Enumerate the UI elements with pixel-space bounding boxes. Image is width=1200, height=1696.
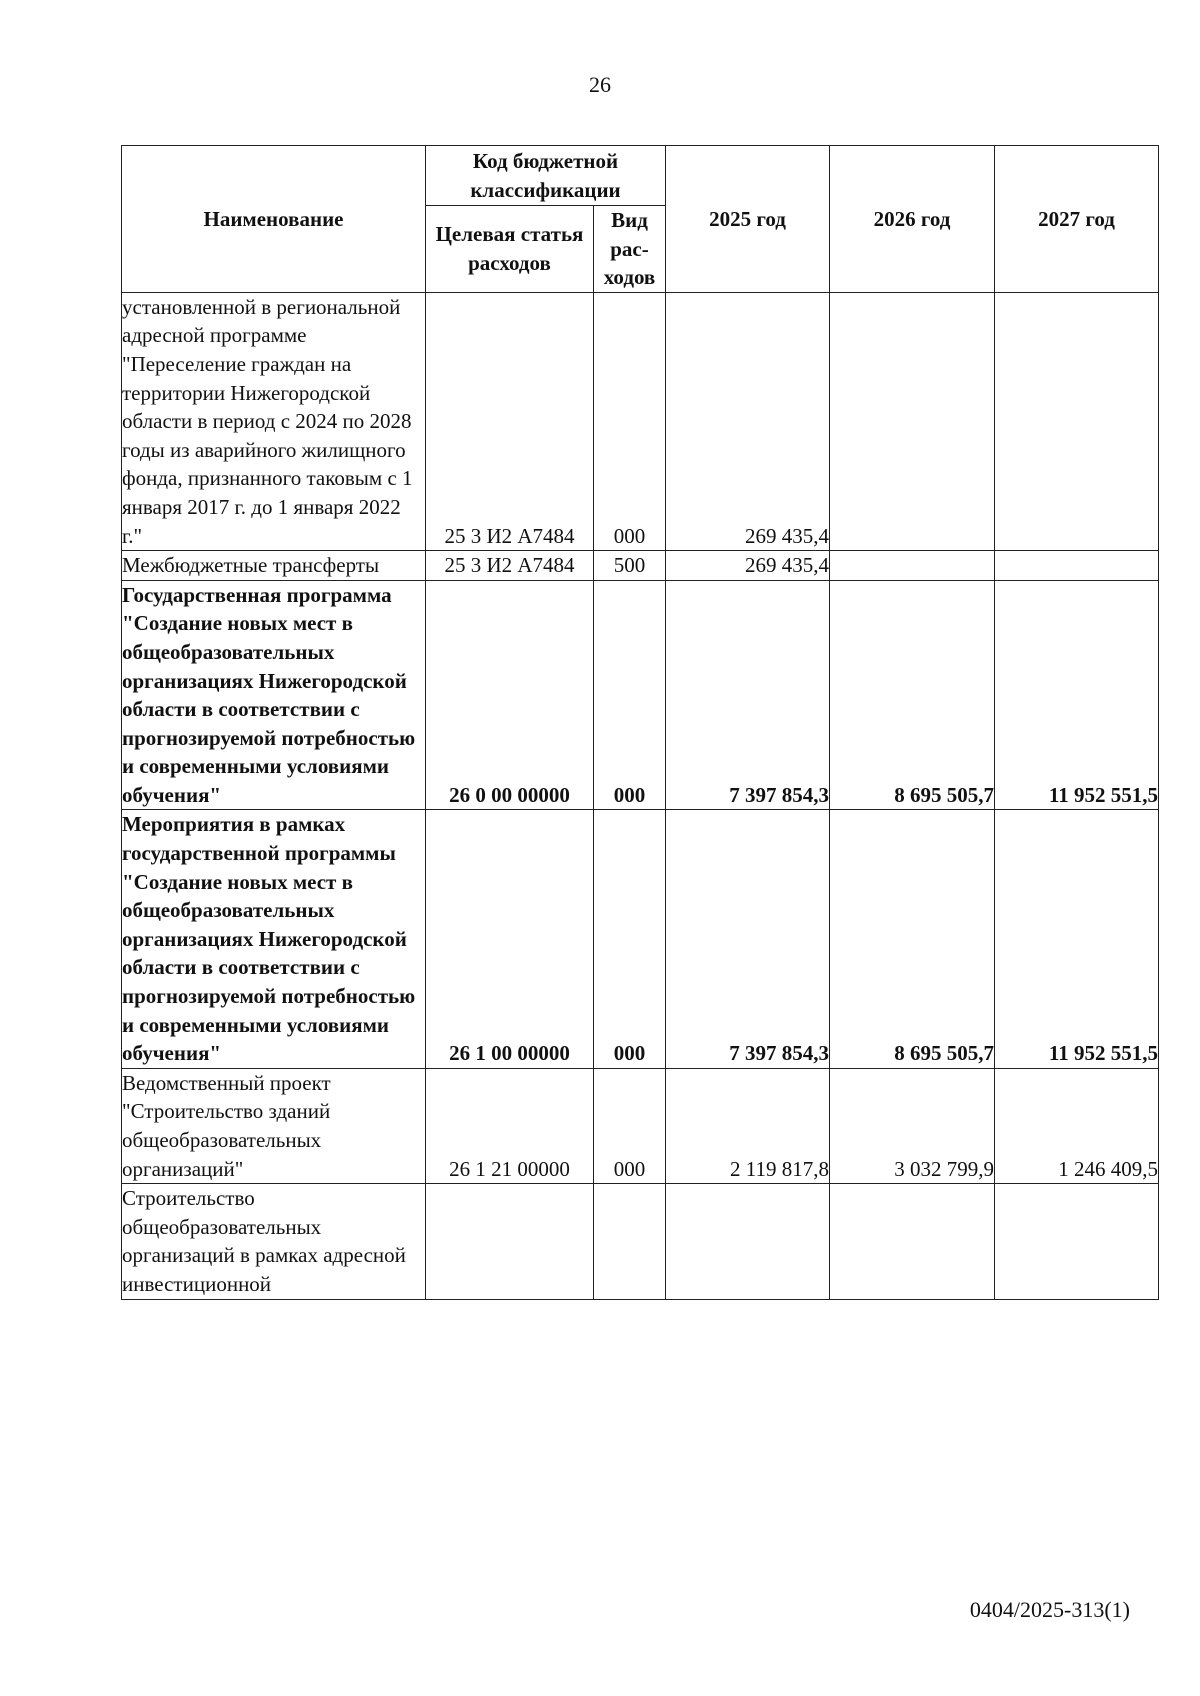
row-name: Межбюджетные трансферты	[122, 551, 426, 581]
column-header-2025: 2025 год	[666, 146, 830, 293]
table-row	[122, 810, 1159, 1068]
table-row	[122, 580, 1159, 810]
row-expense-kind: 000	[594, 1068, 666, 1183]
row-target-code: 26 1 00 00000	[426, 810, 594, 1068]
row-name: Строительство общеобразовательных организаций в рамках адресной инвестиционной	[122, 1184, 426, 1299]
row-value-2026	[830, 551, 995, 581]
row-value-2026: 8 695 505,7	[830, 810, 995, 1068]
row-value-2025: 2 119 817,8	[666, 1068, 830, 1183]
row-value-2025: 269 435,4	[666, 551, 830, 581]
column-header-budget-code: Код бюджетной классификации	[426, 146, 666, 206]
row-target-code: 26 1 21 00000	[426, 1068, 594, 1183]
table-row	[122, 1068, 1159, 1183]
table-header-row	[122, 146, 1159, 206]
row-name: Мероприятия в рамках государственной программы "Создание новых мест в общеобразовательных организациях Нижегородской области в соответствии с прогнозируемой потребностью и современными условиями обучения"	[122, 810, 426, 1068]
row-value-2025	[666, 1184, 830, 1299]
row-value-2026: 3 032 799,9	[830, 1068, 995, 1183]
row-value-2027	[995, 292, 1159, 550]
row-value-2027	[995, 1184, 1159, 1299]
table-row	[122, 292, 1159, 550]
column-header-expense-kind: Вид рас-ходов	[594, 206, 666, 293]
row-value-2026	[830, 292, 995, 550]
row-value-2027: 11 952 551,5	[995, 580, 1159, 810]
column-header-2027: 2027 год	[995, 146, 1159, 293]
row-value-2025: 7 397 854,3	[666, 580, 830, 810]
column-header-target-article: Целевая статья расходов	[426, 206, 594, 293]
row-expense-kind: 000	[594, 292, 666, 550]
table-row	[122, 551, 1159, 581]
row-value-2025: 7 397 854,3	[666, 810, 830, 1068]
row-value-2027: 1 246 409,5	[995, 1068, 1159, 1183]
table-row	[122, 1184, 1159, 1299]
document-id: 0404/2025-313(1)	[969, 1597, 1130, 1622]
row-expense-kind	[594, 1184, 666, 1299]
row-expense-kind: 000	[594, 580, 666, 810]
row-name: Государственная программа "Создание новых мест в общеобразовательных организациях Нижегородской области в соответствии с прогнозируемой потребностью и современными условиями обучения"	[122, 580, 426, 810]
row-target-code	[426, 1184, 594, 1299]
row-target-code: 26 0 00 00000	[426, 580, 594, 810]
row-value-2027: 11 952 551,5	[995, 810, 1159, 1068]
column-header-name: Наименование	[122, 146, 426, 293]
column-header-2026: 2026 год	[830, 146, 995, 293]
budget-table	[121, 145, 1159, 1300]
row-value-2026: 8 695 505,7	[830, 580, 995, 810]
row-target-code: 25 3 И2 А7484	[426, 292, 594, 550]
row-value-2027	[995, 551, 1159, 581]
row-expense-kind: 000	[594, 810, 666, 1068]
row-target-code: 25 3 И2 А7484	[426, 551, 594, 581]
row-name: установленной в региональной адресной программе "Переселение граждан на территории Нижегородской области в период с 2024 по 2028 годы из аварийного жилищного фонда, признанного таковым с 1 января 2017 г. до 1 января 2022 г."	[122, 292, 426, 550]
row-value-2026	[830, 1184, 995, 1299]
row-expense-kind: 500	[594, 551, 666, 581]
row-value-2025: 269 435,4	[666, 292, 830, 550]
row-name: Ведомственный проект "Строительство зданий общеобразовательных организаций"	[122, 1068, 426, 1183]
page-number: 26	[589, 72, 611, 97]
